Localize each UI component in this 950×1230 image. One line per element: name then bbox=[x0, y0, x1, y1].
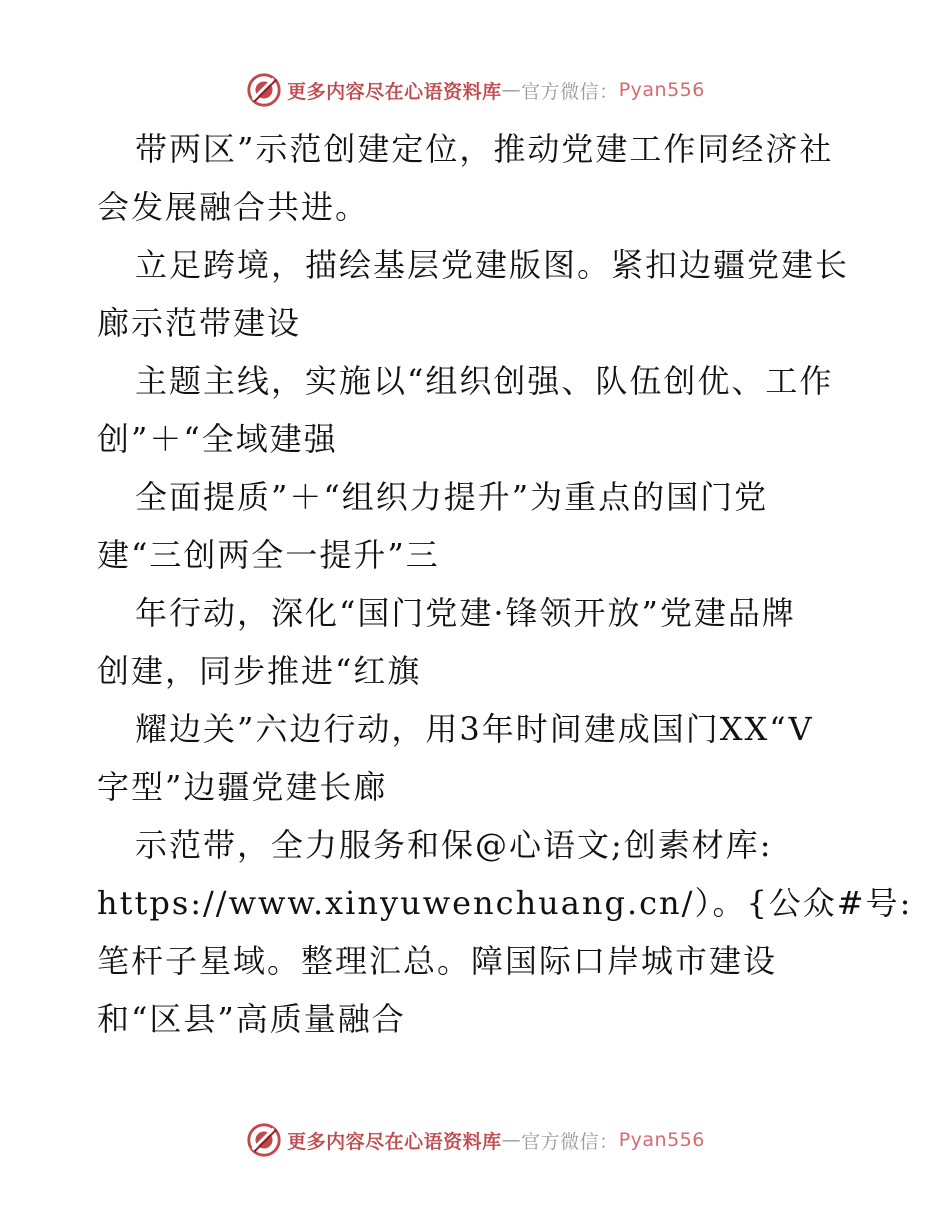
document-body bbox=[97, 120, 913, 1048]
text-line: 建“三创两全一提升”三 bbox=[97, 536, 440, 574]
footer-banner bbox=[0, 1118, 950, 1162]
banner-account: Pyan556 bbox=[618, 1129, 705, 1151]
text-line: 笔杆子星域。整理汇总。障国际口岸城市建设 bbox=[97, 942, 778, 980]
text-line: 会发展融合共进。 bbox=[97, 188, 370, 226]
text-line: 耀边关”六边行动，用3年时间建成国门XX“V bbox=[135, 710, 814, 748]
text-line: 和“区县”高质量融合 bbox=[97, 1000, 406, 1038]
text-line: 带两区”示范创建定位，推动党建工作同经济社 bbox=[135, 130, 834, 168]
logo-icon bbox=[245, 71, 283, 109]
text-line: 字型”边疆党建长廊 bbox=[97, 768, 388, 806]
text-line: https://www.xinyuwenchuang.cn/）。{公众#号: bbox=[97, 884, 913, 922]
banner-dash: — bbox=[501, 1129, 522, 1151]
banner-label: 官方微信： bbox=[521, 80, 619, 103]
text-line: 创建，同步推进“红旗 bbox=[97, 652, 422, 690]
text-line: 全面提质”＋“组织力提升”为重点的国门党 bbox=[135, 478, 769, 516]
text-line: 廊示范带建设 bbox=[97, 304, 302, 342]
logo-icon bbox=[245, 1121, 283, 1159]
text-line: 立足跨境，描绘基层党建版图。紧扣边疆党建长 bbox=[135, 246, 850, 284]
banner-dash: — bbox=[501, 79, 522, 101]
text-line: 主题主线，实施以“组织创强、队伍创优、工作 bbox=[135, 362, 834, 400]
banner-label: 官方微信： bbox=[521, 1130, 619, 1153]
text-line: 示范带，全力服务和保@心语文;创素材库: bbox=[135, 826, 773, 864]
header-banner bbox=[0, 68, 950, 112]
banner-account: Pyan556 bbox=[618, 79, 705, 101]
text-line: 年行动，深化“国门党建·锋领开放”党建品牌 bbox=[135, 594, 796, 632]
text-line: 创”＋“全域建强 bbox=[97, 420, 338, 458]
banner-title: 更多内容尽在心语资料库 bbox=[287, 1130, 502, 1153]
banner-title: 更多内容尽在心语资料库 bbox=[287, 80, 502, 103]
